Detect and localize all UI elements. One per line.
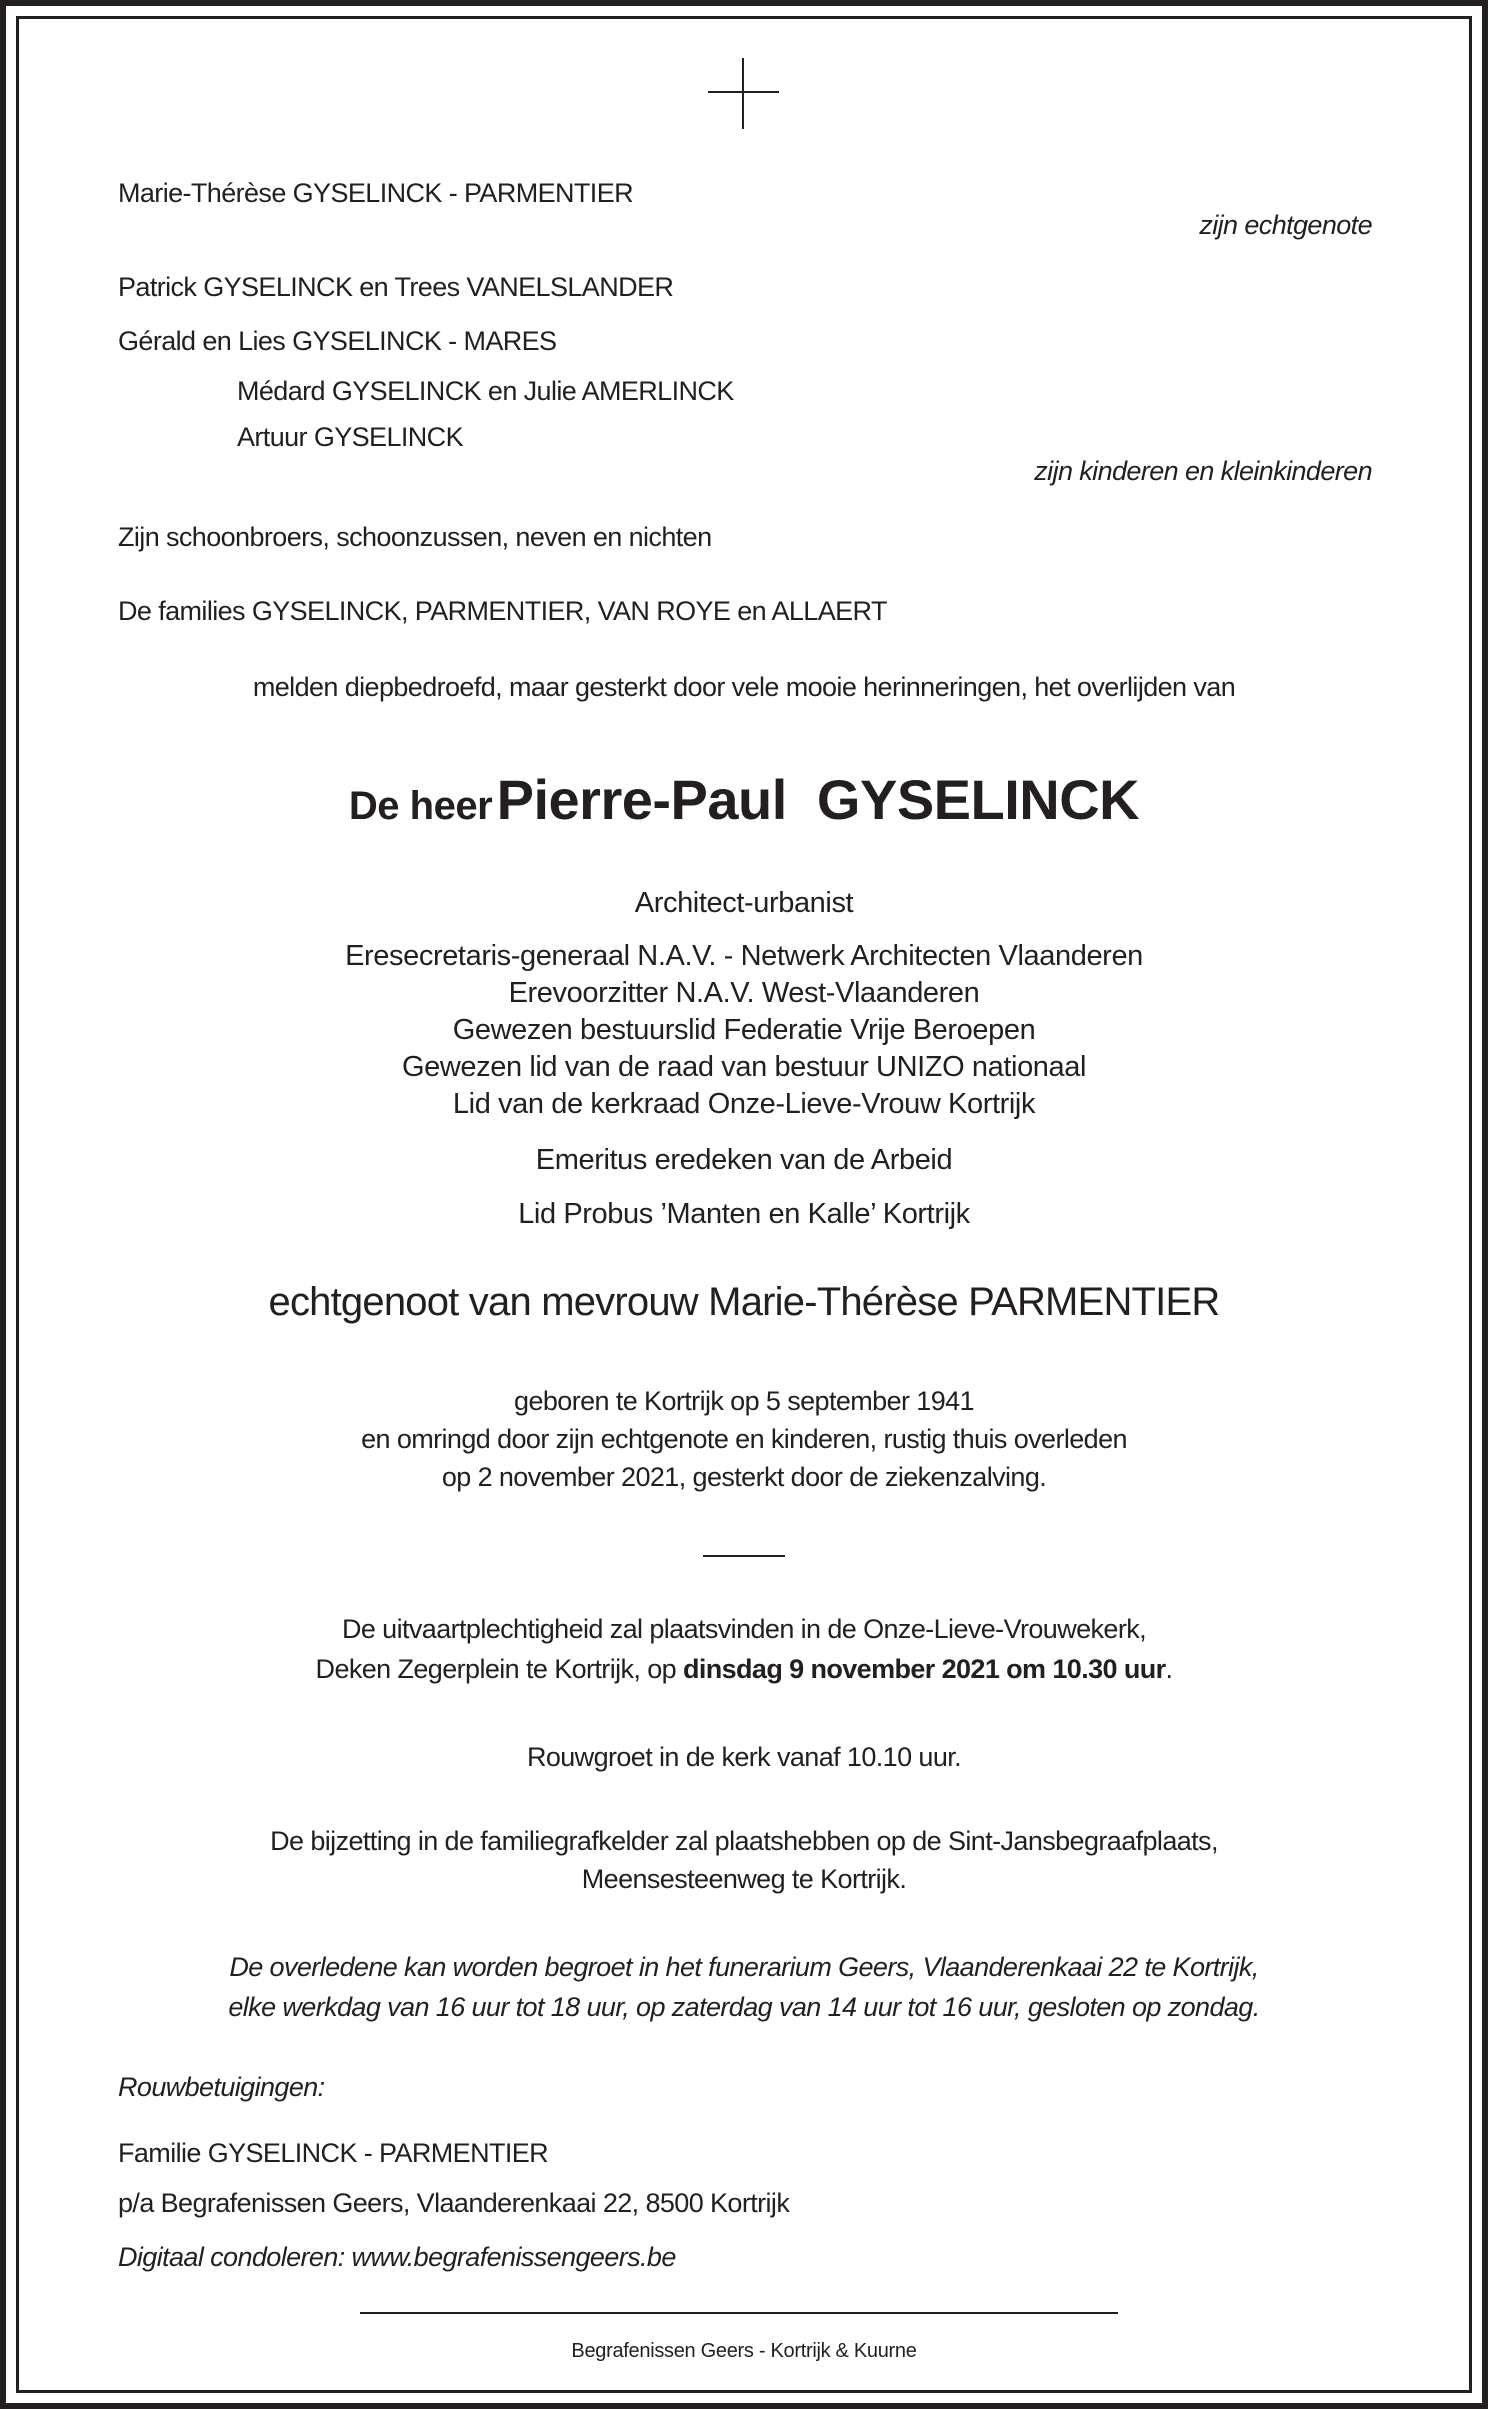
funeral-date-suffix: . xyxy=(1165,1654,1173,1684)
burial-line: Meensesteenweg te Kortrijk. xyxy=(581,1864,907,1894)
spouse-name: Marie-Thérèse GYSELINCK - PARMENTIER xyxy=(118,178,634,208)
child-line: Patrick GYSELINCK en Trees VANELSLANDER xyxy=(118,272,674,302)
funeral-date: dinsdag 9 november 2021 om 10.30 uur xyxy=(682,1654,1166,1684)
deceased-name: Pierre-Paul GYSELINCK xyxy=(496,768,1140,831)
profession: Architect-urbanist xyxy=(634,887,854,919)
announcement-line: melden diepbedroefd, maar gesterkt door vele mooie herinneringen, het overlijden van xyxy=(252,672,1236,702)
function-line: Lid van de kerkraad Onze-Lieve-Vrouw Kortrijk xyxy=(452,1088,1036,1120)
footer-rule xyxy=(360,2312,1118,2314)
condolences-family: Familie GYSELINCK - PARMENTIER xyxy=(118,2138,549,2168)
greeting-line: Rouwgroet in de kerk vanaf 10.10 uur. xyxy=(526,1742,962,1772)
function-line: Eresecretaris-generaal N.A.V. - Netwerk Architecten Vlaanderen xyxy=(345,940,1143,972)
grandchild-line: Médard GYSELINCK en Julie AMERLINCK xyxy=(237,376,734,406)
digital-condolence-link[interactable]: Digitaal condoleren: www.begrafenissengeers.be xyxy=(118,2242,676,2272)
cross-horizontal-bar xyxy=(708,91,779,93)
children-relation: zijn kinderen en kleinkinderen xyxy=(1034,456,1372,486)
grandchild-line: Artuur GYSELINCK xyxy=(237,422,463,452)
function-line: Gewezen lid van de raad van bestuur UNIZO nationaal xyxy=(401,1051,1087,1083)
spouse-of-line: echtgenoot van mevrouw Marie-Thérèse PARMENTIER xyxy=(268,1280,1220,1324)
footer-text: Begrafenissen Geers - Kortrijk & Kuurne xyxy=(571,2340,917,2362)
families-line: De families GYSELINCK, PARMENTIER, VAN ROYE en ALLAERT xyxy=(118,596,887,626)
membership-line: Lid Probus ’Manten en Kalle’ Kortrijk xyxy=(518,1198,970,1230)
deceased-title xyxy=(0,768,1488,831)
spouse-relation: zijn echtgenote xyxy=(1199,210,1372,240)
visitation-line: De overledene kan worden begroet in het funerarium Geers, Vlaanderenkaai 22 te Kortrijk, xyxy=(229,1952,1259,1982)
life-line: en omringd door zijn echtgenote en kinderen, rustig thuis overleden xyxy=(361,1424,1127,1454)
short-separator xyxy=(703,1555,785,1557)
deceased-prefix: De heer xyxy=(348,784,493,828)
life-line: geboren te Kortrijk op 5 september 1941 xyxy=(514,1386,974,1416)
function-line: Gewezen bestuurslid Federatie Vrije Beroepen xyxy=(452,1014,1036,1046)
life-line: op 2 november 2021, gesterkt door de ziekenzalving. xyxy=(441,1462,1047,1492)
funeral-line: De uitvaartplechtigheid zal plaatsvinden in de Onze-Lieve-Vrouwekerk, xyxy=(341,1614,1147,1644)
in-laws-line: Zijn schoonbroers, schoonzussen, neven en nichten xyxy=(118,522,712,552)
burial-line: De bijzetting in de familiegrafkelder zal plaatshebben op de Sint-Jansbegraafplaats, xyxy=(270,1826,1218,1856)
funeral-date-prefix: Deken Zegerplein te Kortrijk, op xyxy=(315,1654,683,1684)
child-line: Gérald en Lies GYSELINCK - MARES xyxy=(118,326,557,356)
condolences-address: p/a Begrafenissen Geers, Vlaanderenkaai 22, 8500 Kortrijk xyxy=(118,2188,790,2218)
funeral-date-line xyxy=(0,1656,1488,1683)
condolences-heading: Rouwbetuigingen: xyxy=(118,2072,325,2102)
cross-vertical-bar xyxy=(742,58,744,129)
honor-line: Emeritus eredeken van de Arbeid xyxy=(535,1144,953,1176)
visitation-line: elke werkdag van 16 uur tot 18 uur, op zaterdag van 14 uur tot 16 uur, gesloten op zondag. xyxy=(228,1992,1260,2022)
function-line: Erevoorzitter N.A.V. West-Vlaanderen xyxy=(508,977,980,1009)
